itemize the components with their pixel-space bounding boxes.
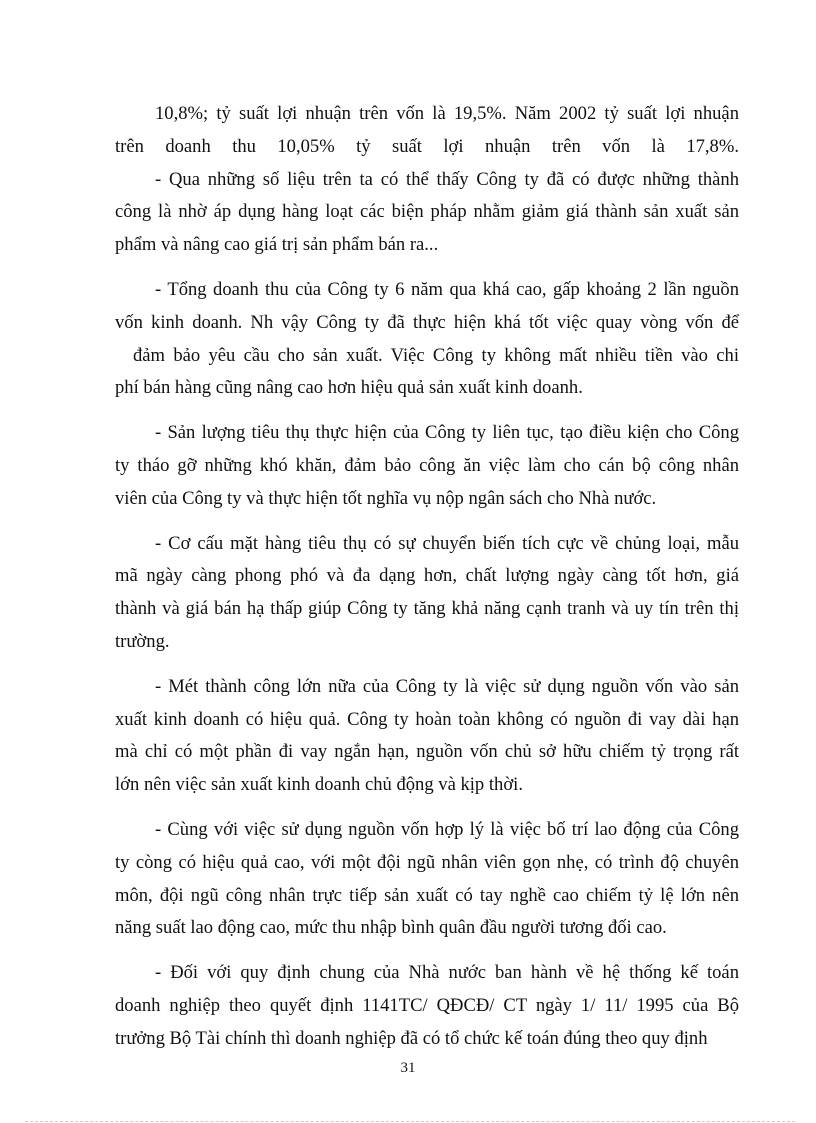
text-line: ty còng có hiệu quả cao, với một đội ngũ nhân viên gọn nhẹ, có trình độ chuyên: [115, 851, 739, 873]
text-line: công là nhờ áp dụng hàng loạt các biện pháp nhằm giảm giá thành sản xuất sản: [115, 201, 739, 223]
text-line: xuất kinh doanh có hiệu quả. Công ty hoàn toàn không có nguồn đi vay dài hạn: [115, 708, 739, 730]
text-line: thành và giá bán hạ thấp giúp Công ty tăng khả năng cạnh tranh và uy tín trên thị: [115, 598, 739, 620]
text-line: lớn nên việc sản xuất kinh doanh chủ động và kịp thời.: [115, 774, 523, 796]
text-line: - Sản lượng tiêu thụ thực hiện của Công ty liên tục, tạo điều kiện cho Công: [155, 422, 739, 444]
text-line: phẩm và nâng cao giá trị sản phẩm bán ra...: [115, 234, 439, 256]
text-line: môn, đội ngũ công nhân trực tiếp sản xuất có tay nghề cao chiếm tỷ lệ lớn nên: [115, 884, 739, 906]
text-line: - Tổng doanh thu của Công ty 6 năm qua khá cao, gấp khoảng 2 lần nguồn: [155, 278, 739, 300]
text-line: - Đối với quy định chung của Nhà nước ban hành về hệ thống kế toán: [155, 962, 739, 984]
text-line: - Cùng với việc sử dụng nguồn vốn hợp lý là việc bố trí lao động của Công: [155, 818, 739, 840]
text-line: phí bán hàng cũng nâng cao hơn hiệu quả sản xuất kinh doanh.: [115, 377, 583, 399]
text-line: trường.: [115, 630, 170, 652]
text-line: - Mét thành công lớn nữa của Công ty là việc sử dụng nguồn vốn vào sản: [155, 675, 739, 697]
body-text: [115, 98, 739, 1068]
text-line: 10,8%; tỷ suất lợi nhuận trên vốn là 19,5%. Năm 2002 tỷ suất lợi nhuận: [155, 103, 739, 124]
text-line: - Qua những số liệu trên ta có thể thấy Công ty đã có được những thành: [155, 168, 739, 190]
text-line: mã ngày càng phong phó và đa dạng hơn, chất lượng ngày càng tốt hơn, giá: [115, 565, 739, 587]
text-line: trên doanh thu 10,05% tỷ suất lợi nhuận trên vốn là 17,8%.: [115, 135, 739, 157]
text-line: doanh nghiệp theo quyết định 1141TC/ QĐCĐ/ CT ngày 1/ 11/ 1995 của Bộ: [115, 994, 739, 1016]
text-line: trưởng Bộ Tài chính thì doanh nghiệp đã có tổ chức kế toán đúng theo quy định: [115, 1027, 708, 1049]
text-line: ty tháo gỡ những khó khăn, đảm bảo công ăn việc làm cho cán bộ công nhân: [115, 454, 739, 476]
text-line: - Cơ cấu mặt hàng tiêu thụ có sự chuyển biến tích cực về chủng loại, mẫu: [155, 532, 739, 554]
text-line: vốn kinh doanh. Nh vậy Công ty đã thực hiện khá tốt việc quay vòng vốn để: [115, 311, 739, 333]
text-line: đảm bảo yêu cầu cho sản xuất. Việc Công ty không mất nhiều tiền vào chi: [133, 344, 739, 366]
text-line: viên của Công ty và thực hiện tốt nghĩa vụ nộp ngân sách cho Nhà nước.: [115, 487, 657, 509]
text-line: mà chỉ có một phần đi vay ngắn hạn, nguồn vốn chủ sở hữu chiếm tỷ trọng rất: [115, 741, 739, 763]
footer-divider: [25, 1121, 795, 1122]
text-line: năng suất lao động cao, mức thu nhập bình quân đầu người tương đối cao.: [115, 917, 667, 939]
page-number: 31: [400, 1060, 416, 1076]
